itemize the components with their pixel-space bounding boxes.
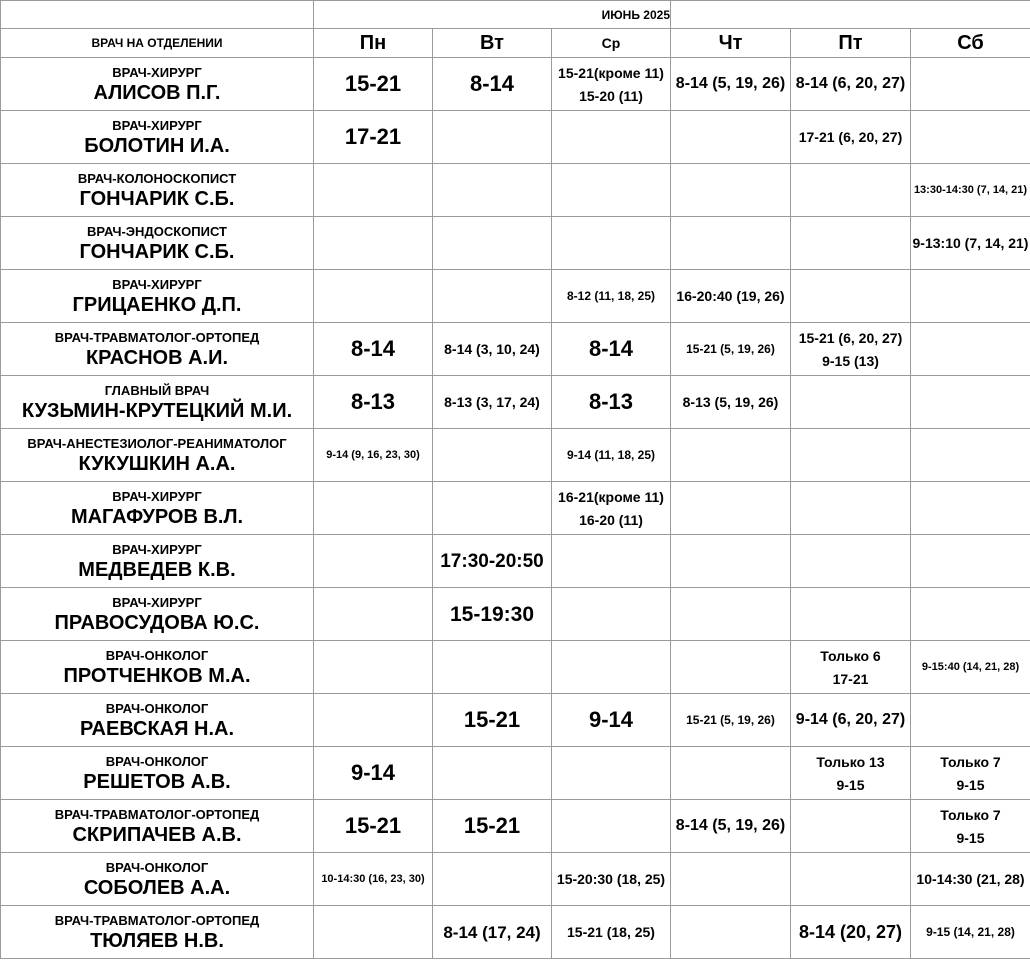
hours-thu bbox=[671, 482, 791, 535]
hours-line: 9-15 bbox=[956, 829, 985, 846]
hours-mon bbox=[314, 535, 433, 588]
hours-thu bbox=[671, 588, 791, 641]
hours-thu bbox=[671, 906, 791, 959]
hours-line: 15-21(кроме 11) bbox=[558, 64, 664, 81]
table-row bbox=[1, 376, 1030, 429]
hours-tue: 15-21 bbox=[433, 694, 552, 747]
hours-mon bbox=[314, 164, 433, 217]
hours-sat: 9-13:10 (7, 14, 21) bbox=[911, 217, 1030, 270]
doctor-name: БОЛОТИН И.А. bbox=[84, 134, 230, 157]
hours-sat bbox=[911, 747, 1030, 800]
hours-fri bbox=[791, 164, 911, 217]
hours-sat bbox=[911, 429, 1030, 482]
table-row bbox=[1, 641, 1030, 694]
table-row bbox=[1, 58, 1030, 111]
day-header-mon: Пн bbox=[314, 29, 433, 58]
hours-wed bbox=[552, 800, 671, 853]
hours-sat bbox=[911, 482, 1030, 535]
hours-fri bbox=[791, 853, 911, 906]
table-row bbox=[1, 747, 1030, 800]
doctor-role: ВРАЧ-ТРАВМАТОЛОГ-ОРТОПЕД bbox=[54, 806, 260, 822]
hours-fri bbox=[791, 217, 911, 270]
doctor-cell bbox=[1, 482, 314, 535]
doctor-cell bbox=[1, 588, 314, 641]
doctor-role: ВРАЧ-ТРАВМАТОЛОГ-ОРТОПЕД bbox=[54, 329, 260, 345]
doctor-role: ВРАЧ-ХИРУРГ bbox=[112, 276, 202, 292]
title-spacer-right bbox=[671, 1, 1030, 29]
doctor-role: ВРАЧ-ХИРУРГ bbox=[112, 488, 202, 504]
hours-fri bbox=[791, 270, 911, 323]
table-row bbox=[1, 164, 1030, 217]
hours-tue bbox=[433, 164, 552, 217]
doctor-role: ВРАЧ-ЭНДОСКОПИСТ bbox=[87, 223, 227, 239]
doctor-name: РЕШЕТОВ А.В. bbox=[83, 770, 231, 793]
hours-wed bbox=[552, 747, 671, 800]
hours-wed bbox=[552, 535, 671, 588]
hours-sat bbox=[911, 323, 1030, 376]
hours-sat bbox=[911, 111, 1030, 164]
doctor-role: ВРАЧ-ХИРУРГ bbox=[112, 64, 202, 80]
hours-wed: 8-13 bbox=[552, 376, 671, 429]
hours-line: Только 13 bbox=[816, 753, 885, 770]
doctor-name: МЕДВЕДЕВ К.В. bbox=[78, 558, 236, 581]
day-header-wed: Ср bbox=[552, 29, 671, 58]
doctor-cell bbox=[1, 111, 314, 164]
hours-tue bbox=[433, 641, 552, 694]
doctor-cell bbox=[1, 323, 314, 376]
hours-mon bbox=[314, 482, 433, 535]
hours-thu: 16-20:40 (19, 26) bbox=[671, 270, 791, 323]
table-row bbox=[1, 482, 1030, 535]
doctor-cell bbox=[1, 694, 314, 747]
hours-mon: 9-14 bbox=[314, 747, 433, 800]
hours-sat: 13:30-14:30 (7, 14, 21) bbox=[911, 164, 1030, 217]
day-header-fri: Пт bbox=[791, 29, 911, 58]
hours-mon: 10-14:30 (16, 23, 30) bbox=[314, 853, 433, 906]
hours-mon bbox=[314, 694, 433, 747]
hours-line: 9-15 (13) bbox=[822, 352, 879, 369]
hours-sat bbox=[911, 270, 1030, 323]
hours-thu bbox=[671, 217, 791, 270]
title-row bbox=[1, 1, 1030, 29]
hours-wed bbox=[552, 482, 671, 535]
hours-sat bbox=[911, 588, 1030, 641]
hours-line: 16-21(кроме 11) bbox=[558, 488, 664, 505]
header-row bbox=[1, 29, 1030, 58]
hours-mon: 8-13 bbox=[314, 376, 433, 429]
hours-thu bbox=[671, 164, 791, 217]
doctor-cell bbox=[1, 641, 314, 694]
hours-tue bbox=[433, 853, 552, 906]
hours-wed bbox=[552, 58, 671, 111]
doctor-role: ВРАЧ-ХИРУРГ bbox=[112, 594, 202, 610]
hours-tue: 8-14 (3, 10, 24) bbox=[433, 323, 552, 376]
hours-mon bbox=[314, 270, 433, 323]
doctor-name: АЛИСОВ П.Г. bbox=[93, 81, 221, 104]
hours-thu bbox=[671, 535, 791, 588]
doctor-name: ГРИЦАЕНКО Д.П. bbox=[72, 293, 242, 316]
day-header-tue: Вт bbox=[433, 29, 552, 58]
hours-mon: 17-21 bbox=[314, 111, 433, 164]
table-row bbox=[1, 323, 1030, 376]
hours-mon: 9-14 (9, 16, 23, 30) bbox=[314, 429, 433, 482]
hours-fri bbox=[791, 323, 911, 376]
table-row bbox=[1, 270, 1030, 323]
hours-tue: 17:30-20:50 bbox=[433, 535, 552, 588]
hours-fri bbox=[791, 747, 911, 800]
hours-fri: 17-21 (6, 20, 27) bbox=[791, 111, 911, 164]
hours-line: Только 7 bbox=[940, 806, 1001, 823]
hours-tue: 8-14 (17, 24) bbox=[433, 906, 552, 959]
hours-wed: 9-14 (11, 18, 25) bbox=[552, 429, 671, 482]
hours-wed bbox=[552, 217, 671, 270]
hours-sat: 10-14:30 (21, 28) bbox=[911, 853, 1030, 906]
hours-wed: 8-12 (11, 18, 25) bbox=[552, 270, 671, 323]
hours-wed bbox=[552, 588, 671, 641]
table-row bbox=[1, 588, 1030, 641]
doctor-role: ВРАЧ-КОЛОНОСКОПИСТ bbox=[77, 170, 237, 186]
doctor-name: СКРИПАЧЕВ А.В. bbox=[72, 823, 242, 846]
hours-mon: 8-14 bbox=[314, 323, 433, 376]
doctor-role: ВРАЧ-ХИРУРГ bbox=[112, 117, 202, 133]
hours-thu bbox=[671, 111, 791, 164]
doctor-name: КУКУШКИН А.А. bbox=[78, 452, 236, 475]
hours-fri: 8-14 (20, 27) bbox=[791, 906, 911, 959]
doctor-cell bbox=[1, 376, 314, 429]
doctor-role: ВРАЧ-АНЕСТЕЗИОЛОГ-РЕАНИМАТОЛОГ bbox=[27, 435, 287, 451]
table-row bbox=[1, 906, 1030, 959]
hours-wed: 15-20:30 (18, 25) bbox=[552, 853, 671, 906]
doctor-name: ТЮЛЯЕВ Н.В. bbox=[90, 929, 224, 952]
hours-thu bbox=[671, 429, 791, 482]
title-spacer bbox=[1, 1, 314, 29]
hours-fri bbox=[791, 376, 911, 429]
doctor-role: ВРАЧ-ОНКОЛОГ bbox=[105, 700, 209, 716]
hours-sat: 9-15:40 (14, 21, 28) bbox=[911, 641, 1030, 694]
hours-wed: 8-14 bbox=[552, 323, 671, 376]
hours-mon bbox=[314, 641, 433, 694]
doctor-role: ГЛАВНЫЙ ВРАЧ bbox=[104, 382, 210, 398]
hours-tue bbox=[433, 747, 552, 800]
day-header-sat: Сб bbox=[911, 29, 1030, 58]
doctor-name: КУЗЬМИН-КРУТЕЦКИЙ М.И. bbox=[21, 399, 293, 422]
hours-line: 17-21 bbox=[832, 670, 869, 687]
hours-sat bbox=[911, 694, 1030, 747]
hours-wed bbox=[552, 641, 671, 694]
doctor-cell bbox=[1, 747, 314, 800]
hours-sat bbox=[911, 800, 1030, 853]
hours-line: Только 7 bbox=[940, 753, 1001, 770]
doctor-role: ВРАЧ-ХИРУРГ bbox=[112, 541, 202, 557]
table-row bbox=[1, 853, 1030, 906]
hours-tue: 8-13 (3, 17, 24) bbox=[433, 376, 552, 429]
doctor-cell bbox=[1, 270, 314, 323]
doctor-column-header: ВРАЧ НА ОТДЕЛЕНИИ bbox=[1, 29, 314, 58]
doctor-name: КРАСНОВ А.И. bbox=[85, 346, 229, 369]
hours-wed: 9-14 bbox=[552, 694, 671, 747]
doctor-role: ВРАЧ-ОНКОЛОГ bbox=[105, 859, 209, 875]
doctor-role: ВРАЧ-ОНКОЛОГ bbox=[105, 647, 209, 663]
hours-sat: 9-15 (14, 21, 28) bbox=[911, 906, 1030, 959]
doctor-name: РАЕВСКАЯ Н.А. bbox=[79, 717, 235, 740]
hours-fri: 8-14 (6, 20, 27) bbox=[791, 58, 911, 111]
hours-fri bbox=[791, 641, 911, 694]
hours-mon bbox=[314, 906, 433, 959]
hours-mon: 15-21 bbox=[314, 58, 433, 111]
table-row bbox=[1, 535, 1030, 588]
doctor-name: СОБОЛЕВ А.А. bbox=[83, 876, 231, 899]
hours-sat bbox=[911, 376, 1030, 429]
hours-fri bbox=[791, 535, 911, 588]
hours-thu bbox=[671, 747, 791, 800]
hours-fri bbox=[791, 482, 911, 535]
hours-thu: 8-14 (5, 19, 26) bbox=[671, 58, 791, 111]
hours-thu: 15-21 (5, 19, 26) bbox=[671, 323, 791, 376]
doctor-cell bbox=[1, 906, 314, 959]
hours-line: 16-20 (11) bbox=[579, 511, 643, 528]
hours-line: 15-20 (11) bbox=[579, 87, 643, 104]
doctor-cell bbox=[1, 535, 314, 588]
doctor-name: ГОНЧАРИК С.Б. bbox=[79, 240, 235, 263]
hours-fri bbox=[791, 800, 911, 853]
hours-fri: 9-14 (6, 20, 27) bbox=[791, 694, 911, 747]
hours-line: 15-21 (6, 20, 27) bbox=[798, 329, 903, 346]
hours-thu bbox=[671, 853, 791, 906]
table-row bbox=[1, 429, 1030, 482]
hours-sat bbox=[911, 535, 1030, 588]
hours-tue bbox=[433, 111, 552, 164]
hours-thu bbox=[671, 641, 791, 694]
doctor-role: ВРАЧ-ТРАВМАТОЛОГ-ОРТОПЕД bbox=[54, 912, 260, 928]
hours-mon: 15-21 bbox=[314, 800, 433, 853]
hours-tue: 8-14 bbox=[433, 58, 552, 111]
schedule-title: ИЮНЬ 2025 bbox=[314, 1, 671, 29]
doctor-cell bbox=[1, 164, 314, 217]
hours-line: 9-15 bbox=[836, 776, 865, 793]
hours-line: Только 6 bbox=[820, 647, 881, 664]
hours-tue bbox=[433, 429, 552, 482]
hours-thu: 8-14 (5, 19, 26) bbox=[671, 800, 791, 853]
table-row bbox=[1, 800, 1030, 853]
table-row bbox=[1, 217, 1030, 270]
doctor-name: ГОНЧАРИК С.Б. bbox=[79, 187, 235, 210]
table-row bbox=[1, 111, 1030, 164]
hours-tue bbox=[433, 217, 552, 270]
hours-mon bbox=[314, 588, 433, 641]
doctor-cell bbox=[1, 58, 314, 111]
table-row bbox=[1, 694, 1030, 747]
hours-tue bbox=[433, 482, 552, 535]
doctor-cell bbox=[1, 217, 314, 270]
doctor-name: ПРОТЧЕНКОВ М.А. bbox=[63, 664, 251, 687]
doctor-name: МАГАФУРОВ В.Л. bbox=[70, 505, 244, 528]
hours-wed: 15-21 (18, 25) bbox=[552, 906, 671, 959]
hours-thu: 15-21 (5, 19, 26) bbox=[671, 694, 791, 747]
day-header-thu: Чт bbox=[671, 29, 791, 58]
doctor-role: ВРАЧ-ОНКОЛОГ bbox=[105, 753, 209, 769]
hours-fri bbox=[791, 429, 911, 482]
hours-tue: 15-19:30 bbox=[433, 588, 552, 641]
hours-line: 9-15 bbox=[956, 776, 985, 793]
doctor-cell bbox=[1, 853, 314, 906]
doctor-cell bbox=[1, 429, 314, 482]
hours-fri bbox=[791, 588, 911, 641]
hours-tue bbox=[433, 270, 552, 323]
doctor-cell bbox=[1, 800, 314, 853]
hours-wed bbox=[552, 111, 671, 164]
hours-wed bbox=[552, 164, 671, 217]
hours-thu: 8-13 (5, 19, 26) bbox=[671, 376, 791, 429]
hours-sat bbox=[911, 58, 1030, 111]
doctor-name: ПРАВОСУДОВА Ю.С. bbox=[54, 611, 260, 634]
hours-mon bbox=[314, 217, 433, 270]
hours-tue: 15-21 bbox=[433, 800, 552, 853]
